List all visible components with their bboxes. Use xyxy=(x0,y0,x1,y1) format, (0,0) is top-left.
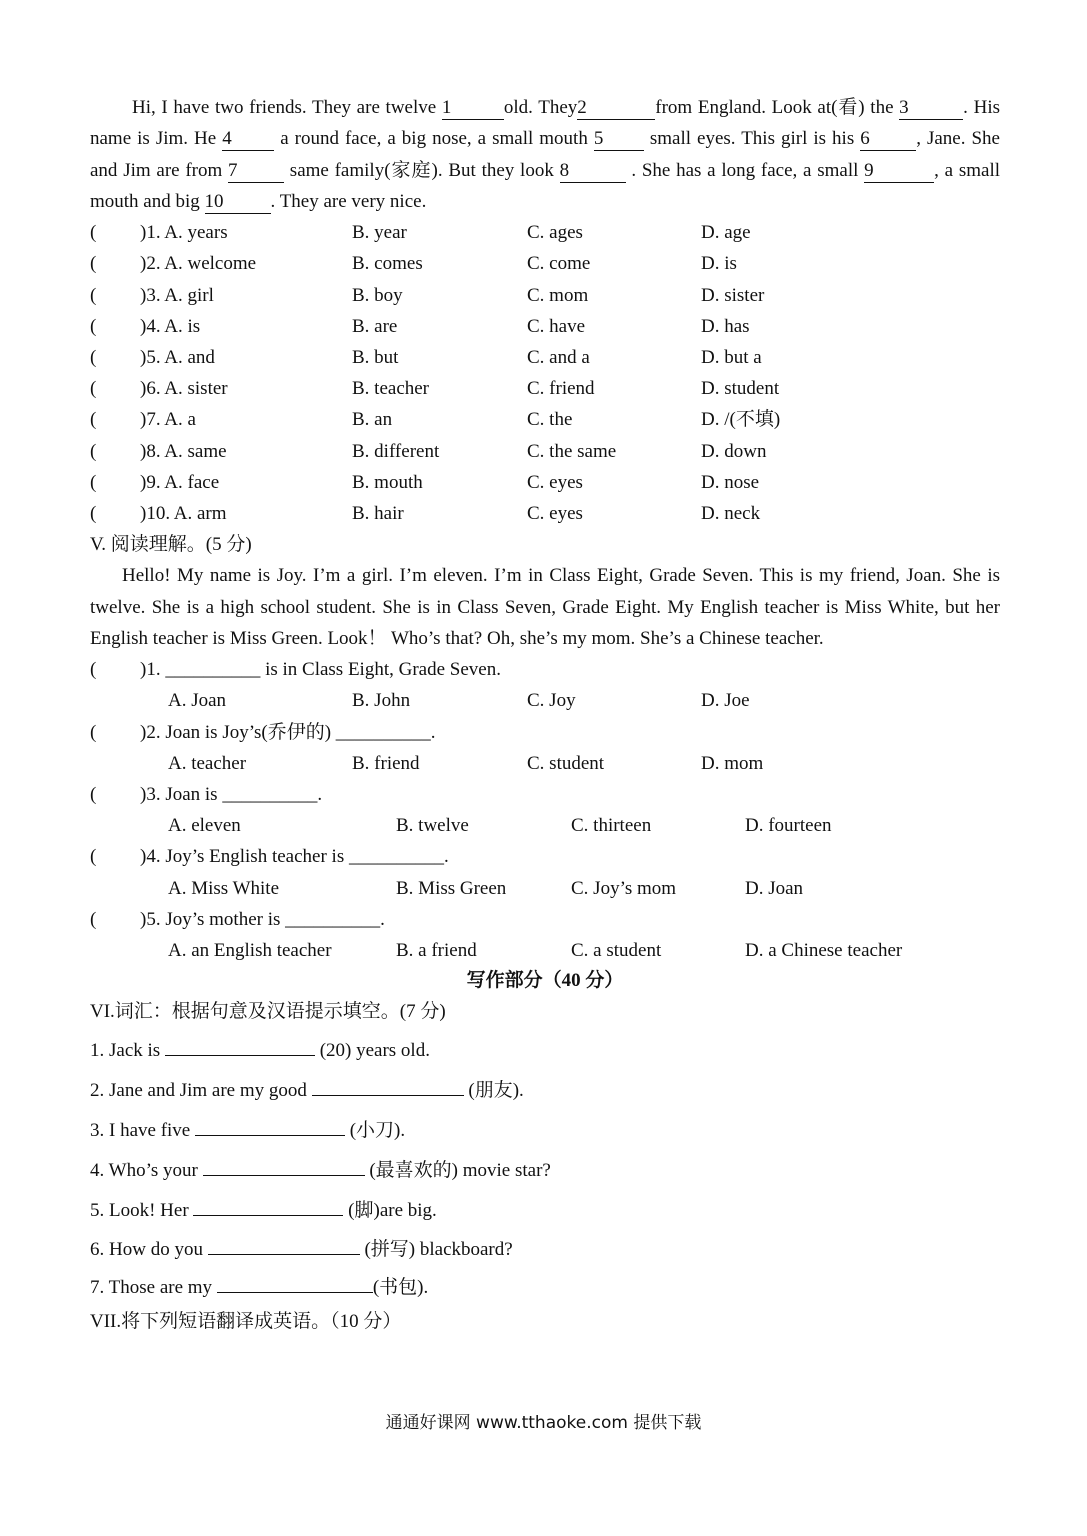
vocab-text: (小刀). xyxy=(344,1120,406,1142)
option-d: D. Joe xyxy=(701,690,750,712)
option-a: )3. A. girl xyxy=(140,284,214,306)
cloze-option-row xyxy=(90,342,1000,373)
question-text: )3. Joan is __________. xyxy=(140,784,323,805)
option-c: C. a student xyxy=(571,939,662,961)
vocab-blank[interactable] xyxy=(208,1234,360,1255)
cloze-blank-6[interactable]: 6 xyxy=(860,129,916,151)
option-d: D. is xyxy=(701,253,737,275)
answer-paren[interactable]: ( xyxy=(90,659,97,681)
option-a: )8. A. same xyxy=(140,440,227,462)
cloze-text: Hi, I have two friends. They are twelve xyxy=(132,97,442,118)
option-c: C. thirteen xyxy=(571,815,652,837)
cloze-option-row xyxy=(90,311,1000,342)
vocab-blank[interactable] xyxy=(195,1115,345,1136)
cloze-option-row xyxy=(90,280,1000,311)
cloze-text: old. They xyxy=(503,97,578,118)
vocab-blank[interactable] xyxy=(203,1155,365,1176)
option-a: A. an English teacher xyxy=(168,939,332,961)
vocab-item xyxy=(90,1071,1000,1111)
cloze-text: . They are very nice. xyxy=(270,190,427,212)
reading-option-row xyxy=(90,810,1000,841)
vocab-text: (书包). xyxy=(372,1277,429,1299)
option-a: A. Joan xyxy=(168,690,227,712)
cloze-option-row xyxy=(90,373,1000,404)
option-b: B. hair xyxy=(352,502,404,524)
cloze-option-row xyxy=(90,498,1000,529)
writing-section-title: 写作部分（40 分） xyxy=(466,970,624,992)
cloze-option-row xyxy=(90,404,1000,435)
question-text: )2. Joan is Joy’s(乔伊的) __________. xyxy=(140,721,436,743)
option-a: )9. A. face xyxy=(140,471,220,493)
option-c: C. have xyxy=(527,315,586,337)
reading-question-row xyxy=(90,841,1000,872)
answer-paren[interactable]: ( xyxy=(90,908,97,930)
cloze-blank-3[interactable]: 3 xyxy=(899,98,963,120)
page-footer: 通通好课网 www.tthaoke.com 提供下载 xyxy=(385,1413,702,1433)
cloze-text: . She has a long face, a small xyxy=(625,159,865,181)
option-c: C. ages xyxy=(527,222,583,244)
vocab-blank[interactable] xyxy=(217,1272,373,1293)
answer-paren[interactable]: ( xyxy=(90,502,97,524)
vocab-text: 6. How do you xyxy=(90,1239,208,1261)
option-c: C. student xyxy=(527,752,605,774)
option-d: D. down xyxy=(701,440,767,462)
answer-paren[interactable]: ( xyxy=(90,315,97,337)
answer-paren[interactable]: ( xyxy=(90,471,97,493)
exam-page xyxy=(90,92,1000,1338)
option-d: D. /(不填) xyxy=(701,409,781,431)
cloze-text: same family(家庭). But they look xyxy=(284,159,560,181)
option-d: D. fourteen xyxy=(745,815,832,837)
reading-option-row xyxy=(90,873,1000,904)
cloze-text: small eyes. This girl is his xyxy=(643,128,861,150)
reading-passage: Hello! My name is Joy. I’m a girl. I’m eleven. I’m in Class Eight, Grade Seven. This is my friend, Joan. She is twelve. She is a high school student. She is in Class Seven, Grade Eight. My English teacher is Miss White, but her English teacher is Miss Green. Look！ Who’s that? Oh, she’s my mom. She’s a Chinese teacher. xyxy=(90,565,1000,649)
vocab-heading: VI.词汇：根据句意及汉语提示填空。(7 分) xyxy=(90,1001,446,1023)
option-a: )2. A. welcome xyxy=(140,253,257,275)
option-c: C. the same xyxy=(527,440,617,462)
cloze-blank-1[interactable]: 1 xyxy=(442,98,504,120)
reading-option-row xyxy=(90,935,1000,966)
option-d: D. has xyxy=(701,315,750,337)
cloze-blank-9[interactable]: 9 xyxy=(864,161,934,183)
cloze-blank-5[interactable]: 5 xyxy=(594,129,644,151)
option-a: A. Miss White xyxy=(168,877,280,899)
option-d: D. Joan xyxy=(745,877,804,899)
reading-question-row xyxy=(90,654,1000,685)
answer-paren[interactable]: ( xyxy=(90,721,97,743)
answer-paren[interactable]: ( xyxy=(90,440,97,462)
reading-question-row xyxy=(90,717,1000,748)
option-b: B. an xyxy=(352,409,393,431)
vocab-item xyxy=(90,1270,1000,1306)
reading-question-row xyxy=(90,904,1000,935)
option-a: )1. A. years xyxy=(140,222,228,244)
cloze-blank-10[interactable]: 10 xyxy=(205,192,271,214)
question-text: )5. Joy’s mother is __________. xyxy=(140,908,385,930)
cloze-option-row xyxy=(90,217,1000,248)
vocab-text: 2. Jane and Jim are my good xyxy=(90,1080,312,1102)
vocab-item xyxy=(90,1191,1000,1231)
option-b: B. Miss Green xyxy=(396,877,507,899)
question-text: )1. __________ is in Class Eight, Grade Seven. xyxy=(140,659,501,681)
option-c: C. eyes xyxy=(527,471,583,493)
vocab-item xyxy=(90,1031,1000,1071)
vocab-text: (最喜欢的) movie star? xyxy=(364,1159,551,1181)
vocab-text: (拼写) blackboard? xyxy=(359,1239,513,1261)
option-b: B. a friend xyxy=(396,939,477,961)
option-b: B. different xyxy=(352,440,440,462)
reading-question-row xyxy=(90,779,1000,810)
answer-paren[interactable]: ( xyxy=(90,378,97,400)
option-d: D. but a xyxy=(701,346,762,368)
vocab-text: 5. Look! Her xyxy=(90,1199,194,1221)
cloze-text: . His name is Jim. He xyxy=(90,97,1000,150)
cloze-blank-8[interactable]: 8 xyxy=(560,161,626,183)
cloze-text: , a small mouth and big xyxy=(90,159,1000,212)
question-text: )4. Joy’s English teacher is __________. xyxy=(140,846,449,868)
option-a: A. teacher xyxy=(168,752,247,774)
cloze-blank-2[interactable]: 2 xyxy=(577,98,655,120)
option-d: D. mom xyxy=(701,752,764,774)
option-d: D. age xyxy=(701,222,751,244)
answer-paren[interactable]: ( xyxy=(90,784,97,805)
option-c: C. mom xyxy=(527,284,589,306)
option-a: )10. A. arm xyxy=(140,502,227,524)
vocab-text: 1. Jack is xyxy=(90,1040,165,1062)
vocab-text: 7. Those are my xyxy=(90,1277,217,1299)
vocab-text: (脚)are big. xyxy=(343,1199,437,1221)
cloze-option-row xyxy=(90,248,1000,279)
option-d: D. nose xyxy=(701,471,760,493)
cloze-blank-7[interactable]: 7 xyxy=(228,161,284,183)
option-b: B. are xyxy=(352,315,398,337)
vocab-text: (20) years old. xyxy=(314,1040,430,1062)
option-b: B. year xyxy=(352,222,407,244)
cloze-text: , Jane. She and Jim are from xyxy=(90,128,1000,181)
cloze-option-row xyxy=(90,436,1000,467)
option-a: )5. A. and xyxy=(140,346,215,368)
cloze-passage xyxy=(90,92,1000,217)
vocab-item xyxy=(90,1111,1000,1151)
option-c: C. the xyxy=(527,409,573,431)
reading-heading: V. 阅读理解。(5 分) xyxy=(90,534,252,556)
vocab-item xyxy=(90,1151,1000,1191)
reading-option-row xyxy=(90,748,1000,779)
option-b: B. boy xyxy=(352,284,403,306)
vocab-text: 4. Who’s your xyxy=(90,1159,203,1181)
option-b: B. mouth xyxy=(352,471,423,493)
vocab-text: (朋友). xyxy=(463,1080,524,1102)
option-c: C. Joy xyxy=(527,690,576,712)
option-b: B. twelve xyxy=(396,815,469,837)
answer-paren[interactable]: ( xyxy=(90,846,97,868)
reading-option-row xyxy=(90,685,1000,716)
option-a: )4. A. is xyxy=(140,315,201,337)
option-d: D. a Chinese teacher xyxy=(745,939,903,961)
vocab-text: 3. I have five xyxy=(90,1120,195,1142)
option-c: C. come xyxy=(527,253,591,275)
translate-heading: VII.将下列短语翻译成英语。（10 分） xyxy=(90,1311,402,1333)
reading-questions xyxy=(90,654,1000,966)
cloze-text: from England. Look at(看) the xyxy=(655,97,900,118)
option-c: C. Joy’s mom xyxy=(571,877,677,899)
vocab-blank[interactable] xyxy=(165,1035,315,1056)
cloze-blank-4[interactable]: 4 xyxy=(222,129,274,151)
option-a: A. eleven xyxy=(168,815,241,837)
option-c: C. and a xyxy=(527,346,590,368)
vocab-blank[interactable] xyxy=(312,1075,464,1096)
answer-paren[interactable]: ( xyxy=(90,284,97,306)
option-d: D. sister xyxy=(701,284,765,306)
answer-paren[interactable]: ( xyxy=(90,409,97,431)
answer-paren[interactable]: ( xyxy=(90,346,97,368)
answer-paren[interactable]: ( xyxy=(90,222,97,244)
vocab-item xyxy=(90,1230,1000,1270)
option-b: B. John xyxy=(352,690,411,712)
answer-paren[interactable]: ( xyxy=(90,253,97,275)
cloze-options xyxy=(90,217,1000,529)
option-c: C. eyes xyxy=(527,502,583,524)
cloze-text: a round face, a big nose, a small mouth xyxy=(274,128,594,150)
option-b: B. friend xyxy=(352,752,420,774)
vocab-list xyxy=(90,1031,1000,1306)
vocab-blank[interactable] xyxy=(193,1195,343,1216)
option-d: D. neck xyxy=(701,502,761,524)
option-a: )6. A. sister xyxy=(140,378,228,400)
option-b: B. comes xyxy=(352,253,423,275)
option-a: )7. A. a xyxy=(140,409,196,431)
option-c: C. friend xyxy=(527,378,595,400)
option-d: D. student xyxy=(701,378,780,400)
option-b: B. teacher xyxy=(352,378,430,400)
option-b: B. but xyxy=(352,346,399,368)
cloze-option-row xyxy=(90,467,1000,498)
